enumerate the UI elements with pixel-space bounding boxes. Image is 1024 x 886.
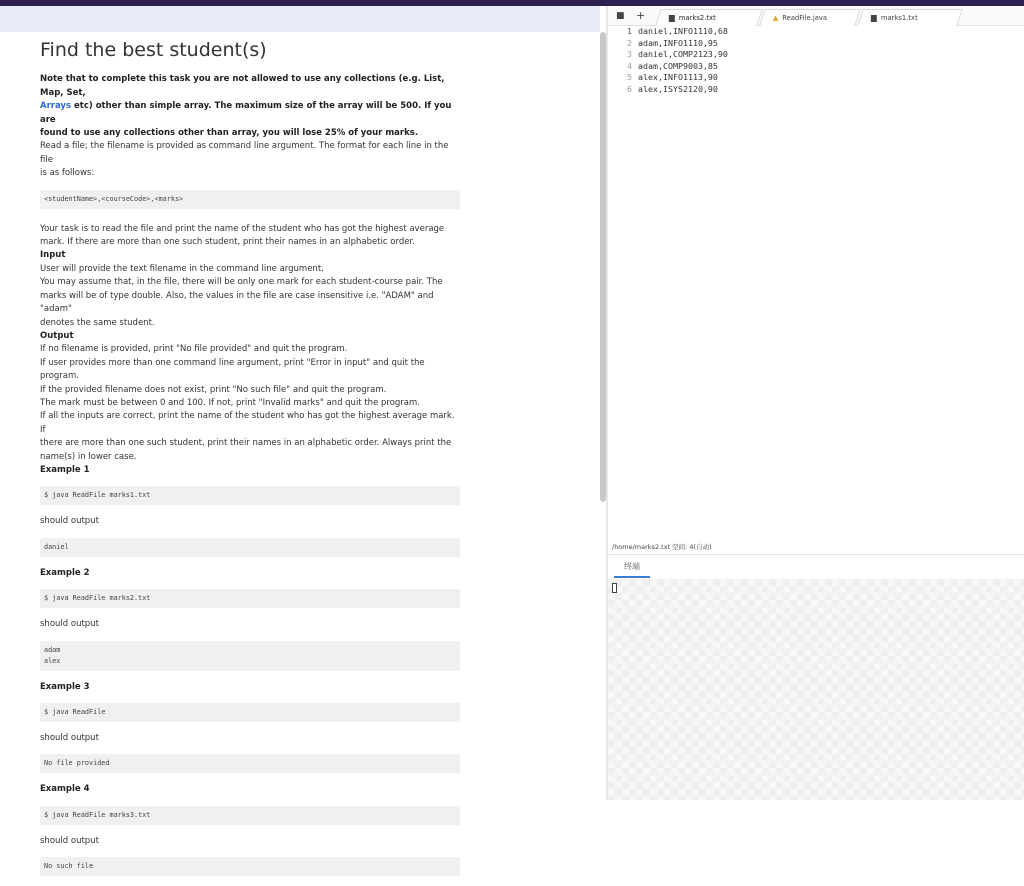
terminal-area[interactable] [608,579,1024,800]
example-1-output-line: daniel [44,542,69,551]
editor-line [608,26,1024,38]
file-icon [871,15,877,22]
input-line-1: User will provide the text filename in the command line argument. [40,263,324,274]
output-line-5: The mark must be between 0 and 100. If not, print "Invalid marks" and quit the program. [40,397,420,408]
output-line-3: program. [40,371,79,382]
collections-note [40,73,460,140]
editor-line [608,72,1024,84]
new-tab-icon[interactable]: + [636,9,646,22]
example-3-label: Example 3 [40,681,90,692]
tab-marks1[interactable] [857,9,963,26]
output-line-8: name(s) in lower case. [40,451,137,462]
output-line-1: If no filename is provided, print "No file provided" and quit the program. [40,344,348,355]
example-1-should-output: should output [40,516,99,527]
example-2-command-text: $ java ReadFile marks2.txt [44,594,151,603]
example-2-command [40,589,460,608]
problem-pane-header [0,6,600,32]
output-line-2: If user provides more than one command line argument, print "Error in input" and quit the [40,357,425,368]
format-code-block [40,190,460,209]
example-4-command [40,806,460,825]
terminal-cursor [612,583,617,593]
line-number: 2 [627,37,632,48]
read-line-1: Read a file; the filename is provided as command line argument. The format for each line in the file [40,141,449,165]
editor-status-bar: /home/marks2.txt 空间: 4(自动) [612,543,712,551]
tab-readfile-java-label: ReadFile.java [782,14,828,22]
output-heading: Output [40,330,74,341]
example-1-command-text: $ java ReadFile marks1.txt [44,491,151,500]
example-2-output [40,641,460,671]
example-1-command [40,486,460,505]
note-line-1: Note that to complete this task you are not allowed to use any collections (e.g. List, Map, Set, [40,74,445,98]
example-3-output-line: No file provided [44,759,110,768]
example-2-output-line-2: alex [44,656,61,665]
editor-tab-bar [608,6,1024,26]
editor-line [608,49,1024,61]
example-3-output [40,754,460,773]
tab-readfile-java[interactable] [759,9,861,26]
tab-marks2-label: marks2.txt [678,14,716,22]
note-line-2 [40,100,460,127]
problem-pane [0,6,600,871]
editor-line [608,61,1024,73]
line-text: daniel,COMP2123,90 [638,49,728,60]
example-3-command [40,703,460,722]
example-2-label: Example 2 [40,567,90,578]
example-2-should-output: should output [40,619,99,630]
tab-terminal[interactable]: 终端 [614,558,650,578]
ide-pane [608,6,1024,800]
arrays-highlight: Arrays [40,101,72,112]
line-number: 5 [627,72,632,83]
input-line-4: denotes the same student. [40,317,155,328]
warning-icon: ▲ [772,14,779,22]
line-number: 4 [627,60,632,71]
example-4-command-text: $ java ReadFile marks3.txt [44,810,151,819]
example-4-output [40,857,460,876]
file-icon [669,15,675,22]
status-separator [608,554,1024,555]
editor-line [608,84,1024,96]
input-line-2: You may assume that, in the file, there will be only one mark for each student-course pair. The [40,277,443,288]
output-line-7: there are more than one such student, print their names in an alphabetic order. Always print the [40,438,452,449]
editor-line [608,38,1024,50]
read-line-2: is as follows: [40,168,95,179]
line-text: adam,COMP9003,85 [638,60,718,71]
example-2-output-line-1: adam [44,645,61,654]
example-4-label: Example 4 [40,784,90,795]
note-line-2-rest: etc) other than simple array. The maximum size of the array will be 500. If you are [40,101,452,125]
example-3-should-output: should output [40,733,99,743]
example-3-command-text: $ java ReadFile [44,708,106,716]
tab-marks2[interactable] [655,9,763,26]
task-line-2: mark. If there are more than one such student, print their names in an alphabetic order. [40,237,415,248]
example-4-output-line: No such file [44,862,94,871]
input-heading: Input [40,250,66,261]
page-title: Find the best student(s) [40,39,267,61]
output-line-6: If all the inputs are correct, print the name of the student who has got the highest average mark. If [40,411,455,435]
problem-content [40,39,460,886]
example-4-should-output: should output [40,835,99,846]
file-menu-icon[interactable]: ■ [616,11,625,21]
example-1-label: Example 1 [40,464,90,475]
line-text: alex,INFO1113,90 [638,72,718,83]
line-text: alex,ISYS2120,90 [638,83,718,94]
line-number: 1 [627,26,632,36]
output-line-4: If the provided filename does not exist, print "No such file" and quit the program. [40,384,387,395]
note-line-3: found to use any collections other than array, you will lose 25% of your marks. [40,128,419,139]
code-editor[interactable] [608,26,1024,96]
line-number: 3 [627,49,632,60]
tab-marks1-label: marks1.txt [880,14,918,22]
task-line-1: Your task is to read the file and print the name of the student who has got the highest average [40,223,445,234]
line-text: adam,INFO1110,95 [638,37,718,48]
line-number: 6 [627,83,632,94]
format-code-line: <studentName>,<courseCode>,<marks> [44,194,184,203]
input-line-3: marks will be of type double. Also, the values in the file are case insensitive i.e. "ADAM" and "adam" [40,290,434,315]
line-text: daniel,INFO1110,68 [638,26,728,36]
example-1-output [40,538,460,557]
